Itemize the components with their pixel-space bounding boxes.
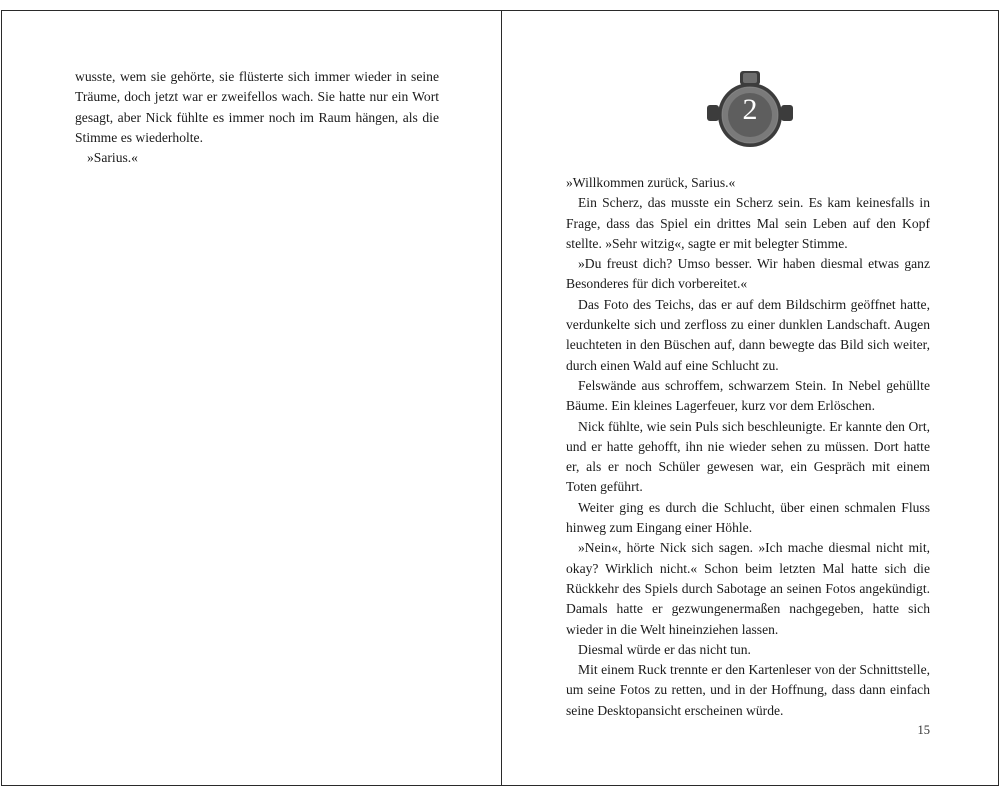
chapter-emblem xyxy=(705,69,795,149)
paragraph: Das Foto des Teichs, das er auf dem Bildschirm geöffnet hatte, verdunkelte sich und zerfloss zu einer dunklen Landschaft. Augen leuchteten in den Büschen auf, dann bewegte das Bild sich weiter, durch einen Wald auf eine Schlucht zu. xyxy=(566,296,930,373)
left-page xyxy=(2,11,501,785)
paragraph: Diesmal würde er das nicht tun. xyxy=(578,641,751,657)
paragraph: Mit einem Ruck trennte er den Kartenleser von der Schnittstelle, um seine Fotos zu retten, und in der Hoffnung, dass dann einfach seine Desktopansicht erscheinen würde. xyxy=(566,662,930,718)
paragraph: Ein Scherz, das musste ein Scherz sein. Es kam keinesfalls in Frage, dass das Spiel ein drittes Mal sein Leben auf den Kopf stellte. »Sehr witzig«, sagte er mit belegter Stimme. xyxy=(566,195,930,251)
book-spread xyxy=(1,10,999,786)
right-page-text xyxy=(566,173,930,721)
right-page xyxy=(502,11,1000,785)
paragraph: Weiter ging es durch die Schlucht, über einen schmalen Fluss hinweg zum Eingang einer Höhle. xyxy=(566,499,930,536)
paragraph: wusste, wem sie gehörte, sie flüsterte sich immer wieder in seine Träume, doch jetzt war er zweifellos wach. Sie hatte nur ein Wort gesagt, aber Nick fühlte es immer noch im Raum hängen, als die Stimme es wiederholte. xyxy=(75,69,439,145)
paragraph: »Sarius.« xyxy=(87,150,138,166)
paragraph: »Du freust dich? Umso besser. Wir haben diesmal etwas ganz Besonderes für dich vorbereitet.« xyxy=(566,256,930,292)
page-number: 15 xyxy=(917,723,930,737)
paragraph: »Nein«, hörte Nick sich sagen. »Ich mache diesmal nicht mit, okay? Wirklich nicht.« Schon beim letzten Mal hatte sich die Rückkehr des Spiels durch Sabotage an seinen Fotos angekündigt. Damals hatte er gezwungenermaßen nachgegeben, hatte sich wieder in die Welt hineinziehen lassen. xyxy=(566,540,930,637)
paragraph: Nick fühlte, wie sein Puls sich beschleunigte. Er kannte den Ort, und er hatte gehofft, ihn nie wieder sehen zu müssen. Dort hatte er, als er noch Schüler gewesen war, ein Gespräch mit einem Toten geführt. xyxy=(566,418,930,495)
paragraph: Felswände aus schroffem, schwarzem Stein. In Nebel gehüllte Bäume. Ein kleines Lagerfeuer, kurz vor dem Erlöschen. xyxy=(566,377,930,414)
chapter-number: 2 xyxy=(742,93,758,126)
paragraph: »Willkommen zurück, Sarius.« xyxy=(566,175,736,190)
left-page-text xyxy=(75,67,439,168)
